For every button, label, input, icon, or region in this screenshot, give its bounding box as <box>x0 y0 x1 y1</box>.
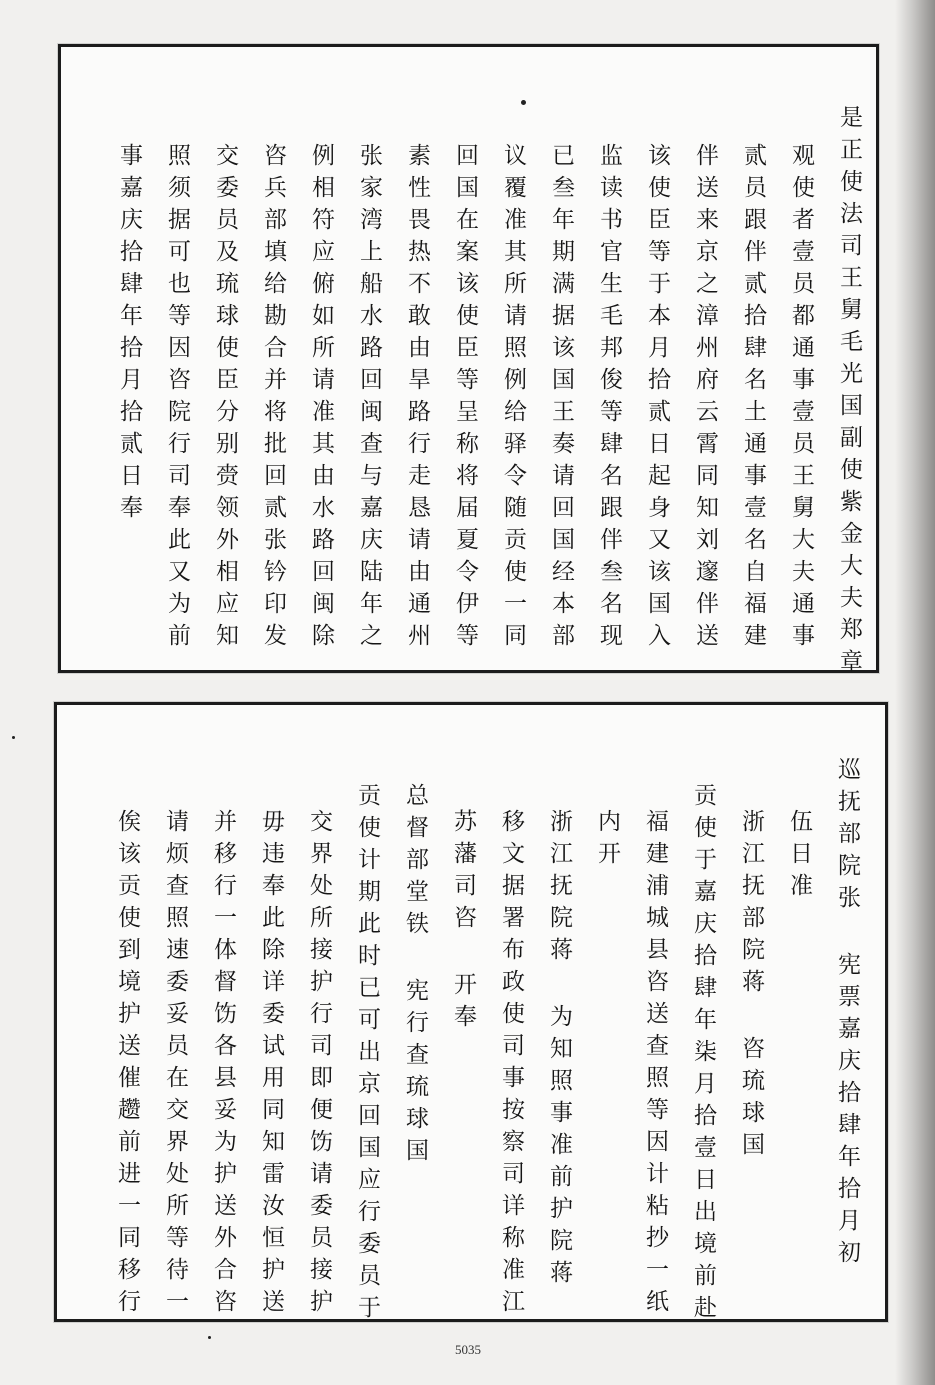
text-column: 交界处所接护行司即便饬请委员接护 <box>306 809 332 1321</box>
page-edge-shadow <box>895 0 935 1385</box>
text-column: 素性畏热不敢由旱路行走恳请由通州 <box>404 143 430 655</box>
text-column: 贡使计期此时已可出京回国应行委员于 <box>354 783 380 1327</box>
text-column: 浙江抚部院蒋 咨琉球国 <box>738 809 764 1164</box>
text-column: 观使者壹员都通事壹员王舅大夫通事 <box>788 143 814 655</box>
text-column: 伍日准 <box>786 809 812 905</box>
text-column: 内开 <box>594 809 620 873</box>
text-column: 请烦查照速委妥员在交界处所等待一 <box>162 809 188 1321</box>
ink-speck <box>521 100 526 105</box>
document-panel-bottom <box>54 702 888 1327</box>
text-column: 俟该贡使到境护送催趱前进一同移行 <box>114 809 140 1321</box>
document-panel-top <box>58 44 879 681</box>
text-column: 巡抚部院张 宪票嘉庆拾肆年拾月初 <box>834 757 860 1272</box>
text-column: 回国在案该使臣等呈称将届夏令伊等 <box>452 143 478 655</box>
text-column: 交委员及琉球使臣分别赍领外相应知 <box>212 143 238 655</box>
text-column: 张家湾上船水路回闽查与嘉庆陆年之 <box>356 143 382 655</box>
text-column: 毋违奉此除详委试用同知雷汝恒护送 <box>258 809 284 1321</box>
text-column: 苏藩司咨 开奉 <box>450 809 476 1036</box>
text-column: 总督部堂铁 宪行查琉球国 <box>402 783 428 1170</box>
text-column: 并移行一体督饬各县妥为护送外合咨 <box>210 809 236 1321</box>
text-column: 贰员跟伴贰拾肆名土通事壹名自福建 <box>740 143 766 655</box>
text-column: 例相符应俯如所请准其由水路回闽除 <box>308 143 334 655</box>
page-number: 5035 <box>455 1342 481 1357</box>
text-column: 该使臣等于本月拾贰日起身又该国入 <box>644 143 670 655</box>
text-column: 事嘉庆拾肆年拾月拾贰日奉 <box>116 143 142 527</box>
text-column: 伴送来京之漳州府云霄同知刘邃伴送 <box>692 143 718 655</box>
ink-speck <box>208 1336 211 1339</box>
text-column: 监读书官生毛邦俊等肆名跟伴叁名现 <box>596 143 622 655</box>
text-column: 咨兵部填给勘合并将批回贰张钤印发 <box>260 143 286 655</box>
text-column: 是正使法司王舅毛光国副使紫金大夫郑章 <box>836 105 862 681</box>
text-column: 照须据可也等因咨院行司奉此又为前 <box>164 143 190 655</box>
text-column: 贡使于嘉庆拾肆年柒月拾壹日出境前赴 <box>690 783 716 1327</box>
text-column: 已叁年期满据该国王奏请回国经本部 <box>548 143 574 655</box>
text-column: 议覆准其所请照例给驿令随贡使一同 <box>500 143 526 655</box>
text-column: 福建浦城县咨送查照等因计粘抄一纸 <box>642 809 668 1321</box>
text-column: 移文据署布政使司事按察司详称准江 <box>498 809 524 1321</box>
ink-speck <box>12 736 15 739</box>
text-column: 浙江抚院蒋 为知照事准前护院蒋 <box>546 809 572 1292</box>
